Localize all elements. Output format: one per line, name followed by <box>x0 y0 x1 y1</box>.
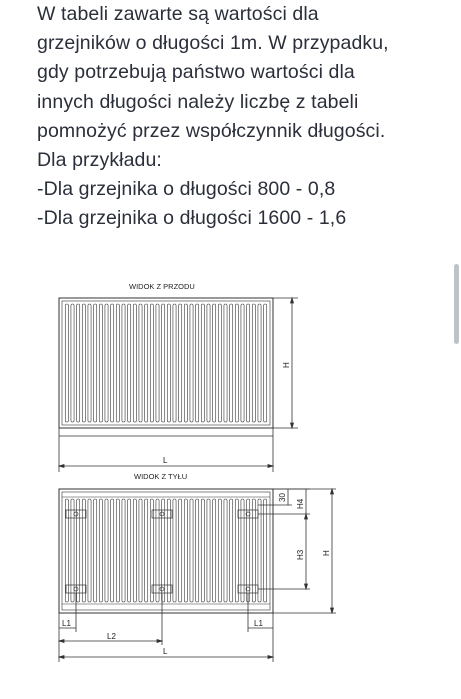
radiator-fin <box>184 304 187 422</box>
radiator-fin <box>94 499 97 602</box>
radiator-fin <box>111 499 114 602</box>
radiator-fin <box>252 499 255 602</box>
radiator-fin <box>77 304 80 422</box>
radiator-fin <box>196 499 199 602</box>
radiator-fin <box>213 304 216 422</box>
radiator-fin <box>241 499 244 602</box>
radiator-fin <box>145 304 148 422</box>
radiator-fin <box>133 304 136 422</box>
radiator-fin <box>184 499 187 602</box>
radiator-fin <box>122 499 125 602</box>
radiator-fin <box>150 304 153 422</box>
radiator-fin <box>252 304 255 422</box>
dim-l-back: L <box>163 647 168 656</box>
dim-l1-right: L1 <box>254 619 263 628</box>
radiator-fin <box>179 499 182 602</box>
radiator-fin <box>99 304 102 422</box>
radiator-fin <box>235 304 238 422</box>
radiator-fin <box>156 499 159 602</box>
radiator-fin <box>128 499 131 602</box>
radiator-fin <box>71 304 74 422</box>
radiator-fin <box>264 304 267 422</box>
text-line: Dla przykładu: <box>37 149 162 172</box>
front-view-label: WIDOK Z PRZODU <box>129 282 195 291</box>
radiator-fin <box>224 304 227 422</box>
front-fins <box>65 304 266 422</box>
radiator-fin <box>82 499 85 602</box>
radiator-fin <box>128 304 131 422</box>
text-line: grzejników o długości 1m. W przypadku, <box>37 32 389 55</box>
radiator-fin <box>167 499 170 602</box>
radiator-fin <box>105 499 108 602</box>
radiator-fin <box>258 499 261 602</box>
radiator-fin <box>139 304 142 422</box>
radiator-fin <box>133 499 136 602</box>
dim-h4: H4 <box>296 498 305 509</box>
radiator-fin <box>218 304 221 422</box>
back-view <box>59 489 336 662</box>
radiator-fin <box>94 304 97 422</box>
dim-l-front: L <box>163 456 168 465</box>
radiator-fin <box>201 499 204 602</box>
text-line: W tabeli zawarte są wartości dla <box>37 3 319 25</box>
radiator-fin <box>190 304 193 422</box>
dim-30: 30 <box>278 493 287 502</box>
radiator-fin <box>201 304 204 422</box>
radiator-fin <box>116 304 119 422</box>
dim-h-back: H <box>322 550 331 556</box>
radiator-fin <box>173 304 176 422</box>
radiator-fin <box>167 304 170 422</box>
radiator-fin <box>264 499 267 602</box>
radiator-fin <box>230 499 233 602</box>
radiator-fin <box>156 304 159 422</box>
radiator-fin <box>71 499 74 602</box>
radiator-fin <box>258 304 261 422</box>
text-line: gdy potrzebują państwo wartości dla <box>37 61 355 84</box>
radiator-fin <box>139 499 142 602</box>
text-line: pomnożyć przez współczynnik długości. <box>37 119 386 142</box>
dim-h-front: H <box>282 362 291 368</box>
radiator-fin <box>247 304 250 422</box>
radiator-fin <box>88 499 91 602</box>
radiator-fin <box>105 304 108 422</box>
radiator-fin <box>82 304 85 422</box>
dim-l2: L2 <box>107 632 116 641</box>
radiator-fin <box>145 499 148 602</box>
radiator-fin <box>173 499 176 602</box>
text-line: -Dla grzejnika o długości 800 - 0,8 <box>37 178 336 201</box>
radiator-fin <box>247 499 250 602</box>
dim-h3: H3 <box>296 549 305 560</box>
radiator-fin <box>213 499 216 602</box>
radiator-fin <box>241 304 244 422</box>
mounting-brackets <box>66 510 258 593</box>
radiator-fin <box>224 499 227 602</box>
radiator-fin <box>99 499 102 602</box>
radiator-fin <box>207 499 210 602</box>
radiator-fin <box>116 499 119 602</box>
radiator-fin <box>190 499 193 602</box>
back-fins <box>65 499 266 602</box>
radiator-fin <box>65 304 68 422</box>
radiator-fin <box>207 304 210 422</box>
dim-l1-left: L1 <box>62 619 71 628</box>
radiator-fin <box>162 304 165 422</box>
radiator-fin <box>230 304 233 422</box>
radiator-fin <box>122 304 125 422</box>
radiator-fin <box>88 304 91 422</box>
radiator-fin <box>111 304 114 422</box>
radiator-fin <box>179 304 182 422</box>
front-view <box>59 298 298 472</box>
text-line: innych długości należy liczbę z tabeli <box>37 90 359 113</box>
text-line: -Dla grzejnika o długości 1600 - 1,6 <box>37 207 347 230</box>
radiator-fin <box>218 499 221 602</box>
back-view-label: WIDOK Z TYŁU <box>134 472 188 481</box>
radiator-fin <box>196 304 199 422</box>
